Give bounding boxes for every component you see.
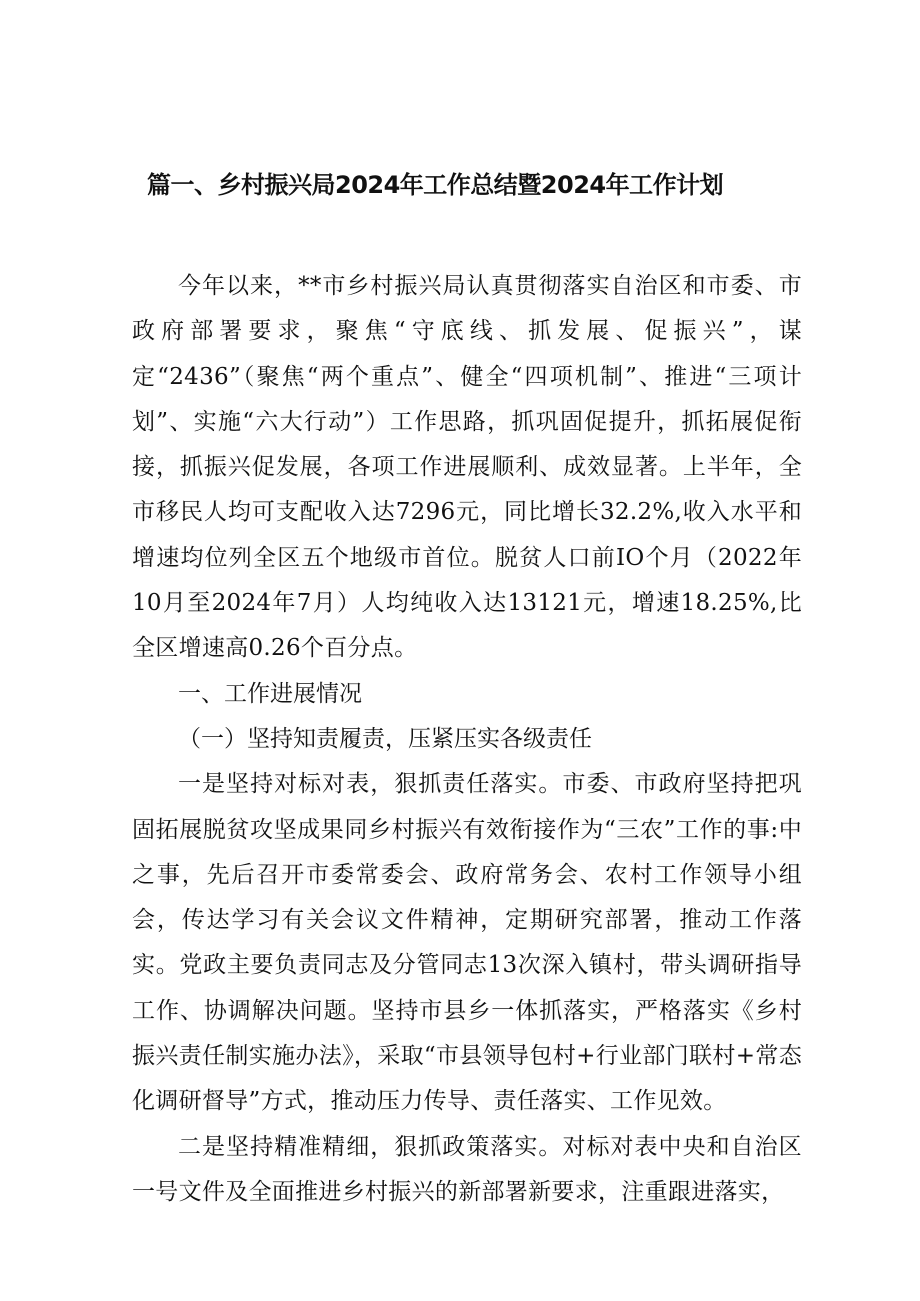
document-body xyxy=(132,264,802,1215)
document-title: 篇一、乡村振兴局2024年工作总结暨2024年工作计划 xyxy=(147,171,724,199)
subsection-heading: （一）坚持知责履责，压紧压实各级责任 xyxy=(178,725,592,752)
paragraph-one: 一是坚持对标对表，狠抓责任落实。市委、市政府坚持把巩固拓展脱贫攻坚成果同乡村振兴有效衔接作为“三农”工作的事:中之事，先后召开市委常委会、政府常务会、农村工作领导小组会，传达学习有关会议文件精神，定期研究部署，推动工作落实。党政主要负责同志及分管同志13次深入镇村，带头调研指导工作、协调解决问题。坚持市县乡一体抓落实，严格落实《乡村振兴责任制实施办法》，采取“市县领导包村+行业部门联村+常态化调研督导”方式，推动压力传导、责任落实、工作见效。 xyxy=(132,771,802,1115)
intro-paragraph: 今年以来，**市乡村振兴局认真贯彻落实自治区和市委、市政府部署要求，聚焦“守底线、抓发展、促振兴”，谋定“2436”（聚焦“两个重点”、健全“四项机制”、推进“三项计划”、实施“六大行动”）工作思路，抓巩固促提升，抓拓展促衔接，抓振兴促发展，各项工作进展顺利、成效显著。上半年，全市移民人均可支配收入达7296元，同比增长32.2%,收入水平和增速均位列全区五个地级市首位。脱贫人口前IO个月（2022年10月至2024年7月）人均纯收入达13121元，增速18.25%,比全区增速高0.26个百分点。 xyxy=(132,273,802,662)
paragraph-two: 二是坚持精准精细，狠抓政策落实。对标对表中央和自治区一号文件及全面推进乡村振兴的新部署新要求，注重跟进落实， xyxy=(132,1133,802,1205)
section-heading: 一、工作进展情况 xyxy=(178,680,362,707)
